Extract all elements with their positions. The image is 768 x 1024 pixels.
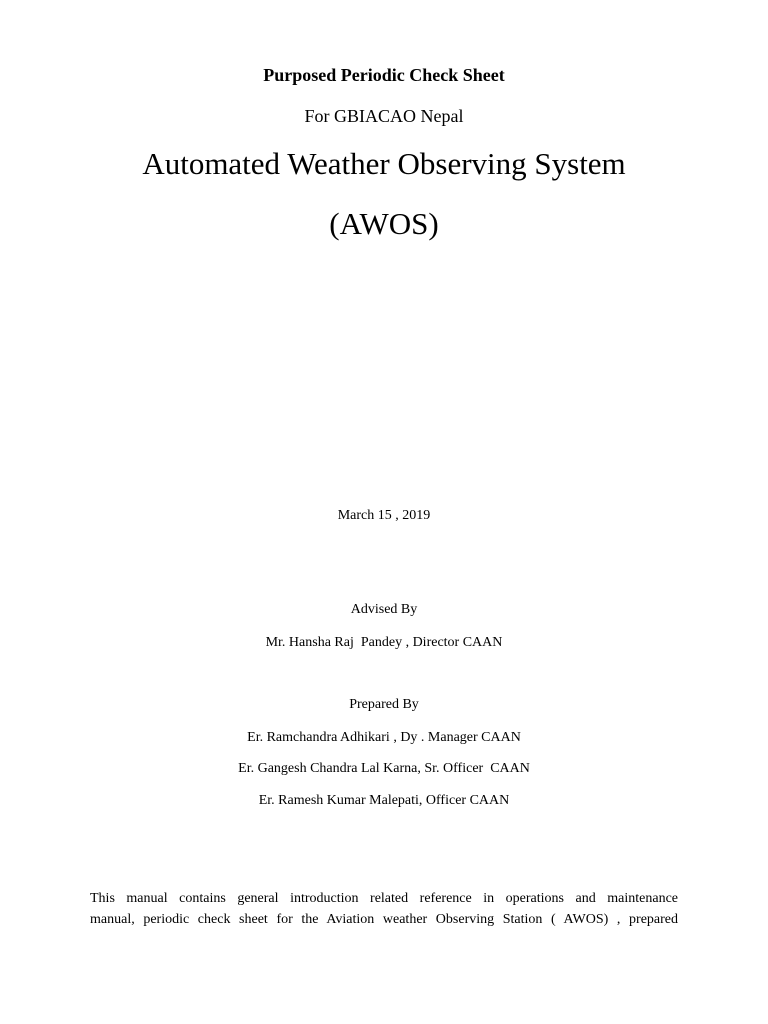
document-title: Automated Weather Observing System bbox=[142, 146, 626, 181]
prepared-by-heading: Prepared By bbox=[349, 697, 419, 712]
preparer-name: Er. Ramchandra Adhikari , Dy . Manager CAAN bbox=[247, 730, 521, 745]
advisor-name: Mr. Hansha Raj Pandey , Director CAAN bbox=[265, 635, 503, 650]
advised-by-heading: Advised By bbox=[350, 602, 418, 617]
document-subheading: For GBIACAO Nepal bbox=[304, 106, 464, 126]
document-heading: Purposed Periodic Check Sheet bbox=[263, 65, 505, 85]
preparer-name: Er. Gangesh Chandra Lal Karna, Sr. Officer CAAN bbox=[238, 761, 530, 776]
intro-line: This manual contains general introduction related reference in operations and maintenance bbox=[90, 891, 678, 906]
preparer-name: Er. Ramesh Kumar Malepati, Officer CAAN bbox=[258, 793, 510, 808]
document-title-abbreviation: (AWOS) bbox=[329, 206, 439, 241]
intro-paragraph bbox=[90, 888, 678, 930]
document-date: March 15 , 2019 bbox=[337, 508, 431, 523]
intro-line: manual, periodic check sheet for the Aviation weather Observing Station ( AWOS) , prepared bbox=[90, 912, 678, 927]
